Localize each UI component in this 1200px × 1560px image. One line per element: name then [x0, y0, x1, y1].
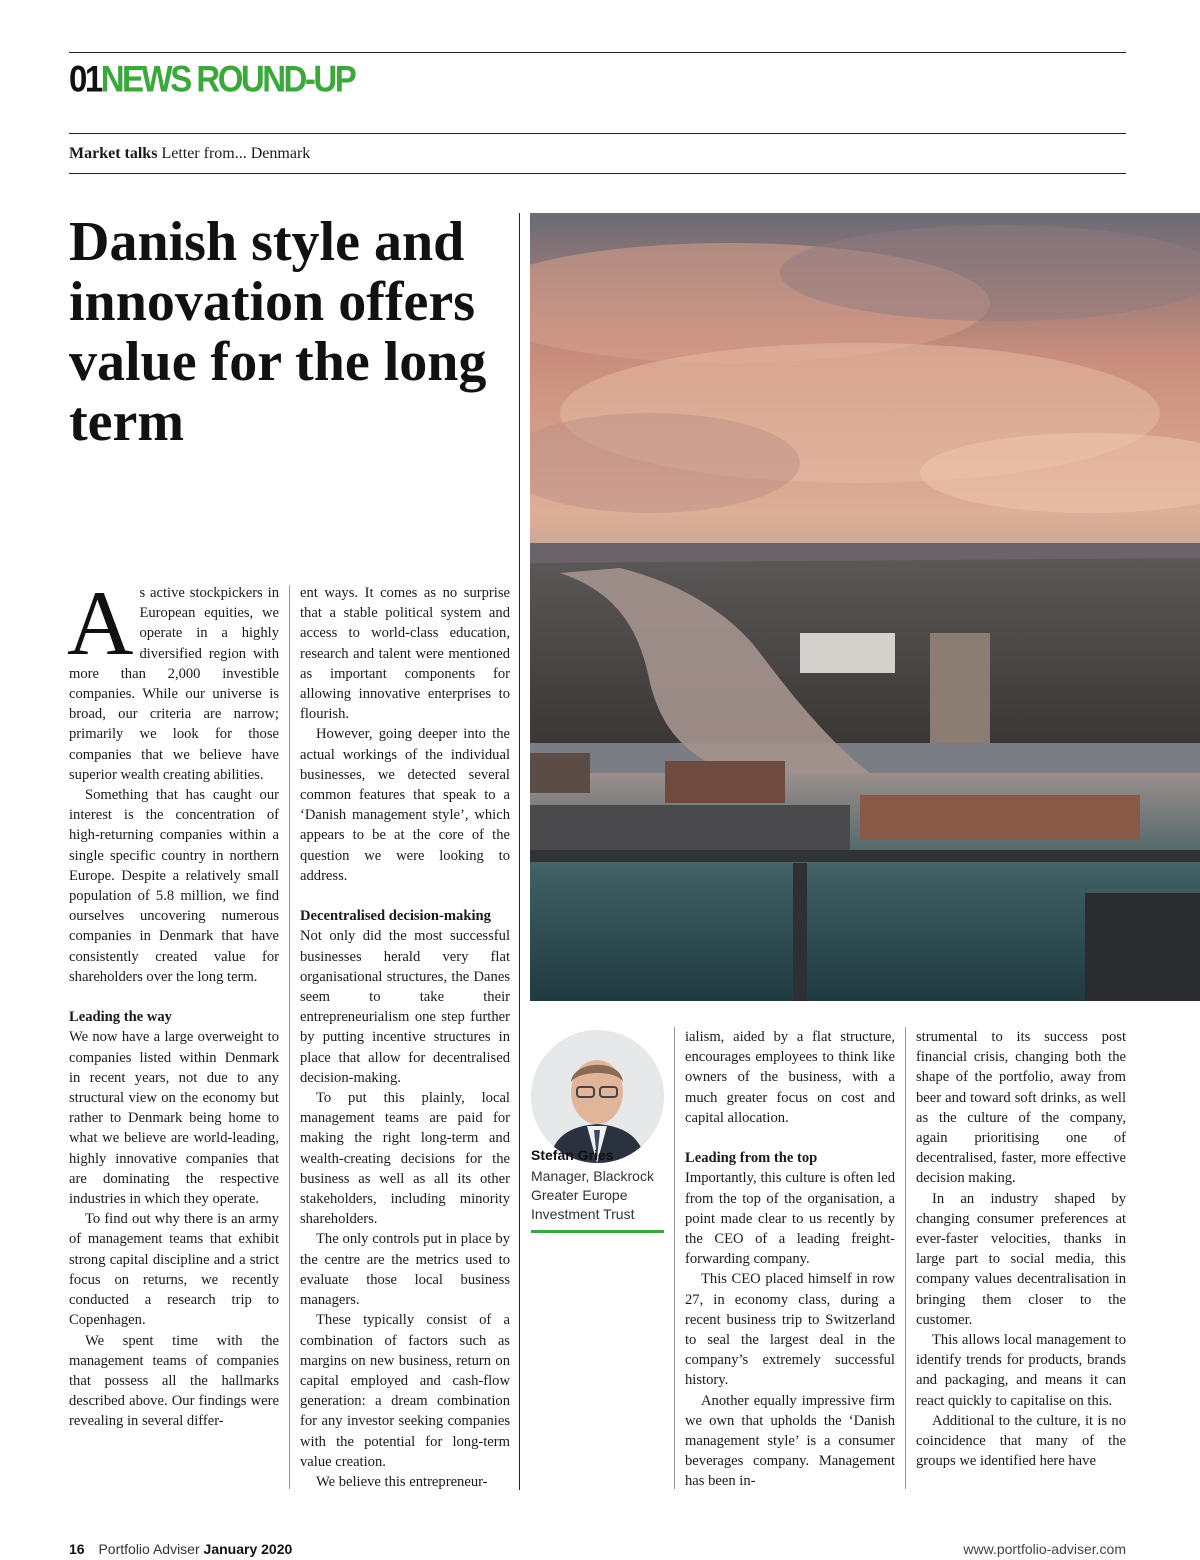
author-byline	[531, 1146, 671, 1233]
author-portrait	[531, 1030, 664, 1163]
paragraph: Not only did the most successful businesses herald very flat organisational structures, the Danes seem to take their entrepreneurialism one step further by putting incentive structures in place that allow for decentralised decision-making.	[300, 928, 510, 1086]
subheading: Leading from the top	[685, 1150, 818, 1167]
paragraph: In an industry shaped by changing consumer preferences at ever-faster velocities, thanks in large part to social media, this company values decentralisation in bringing them closer to the customer.	[916, 1190, 1126, 1328]
section-label: NEWS ROUND-UP	[100, 57, 355, 100]
paragraph: Another equally impressive firm we own that upholds the ‘Danish management style’ is a consumer beverages company. Management has been in-	[685, 1392, 895, 1490]
paragraph: However, going deeper into the actual workings of the individual businesses, we detected several common features that speak to a ‘Danish management style’, which appears to be at the core of the question we were looking to address.	[300, 726, 510, 884]
kicker	[69, 144, 310, 164]
paragraph: ent ways. It comes as no surprise that a stable political system and access to world-class education, research and talent were mentioned as important components for allowing innovative enterprises to flourish.	[300, 585, 510, 723]
top-rule	[69, 52, 1126, 53]
issue-date: January 2020	[203, 1541, 293, 1557]
column-rule	[905, 1027, 906, 1489]
byline-accent-rule	[531, 1230, 664, 1233]
kicker-category: Market talks	[69, 145, 158, 162]
subheading: Leading the way	[69, 1009, 172, 1026]
article-column-4	[916, 1027, 1126, 1471]
column-rule	[674, 1027, 675, 1489]
subheading: Decentralised decision-making	[300, 908, 491, 925]
kicker-title: Letter from... Denmark	[161, 145, 311, 162]
author-role: Manager, Blackrock Greater Europe Investment Trust	[531, 1168, 654, 1222]
paragraph: ialism, aided by a flat structure, encourages employees to think like owners of the business, with a much greater focus on cost and capital allocation.	[685, 1029, 895, 1126]
section-heading	[69, 57, 355, 100]
quay	[530, 850, 1200, 862]
paragraph: The only controls put in place by the centre are the metrics used to evaluate those local business managers.	[300, 1231, 510, 1309]
headline: Danish style and innovation offers value for the long term	[69, 211, 487, 453]
pier-sheds	[530, 805, 850, 850]
paragraph: Something that has caught our interest is the concentration of high-returning companies within a single specific country in northern Europe. Despite a relatively small population of 5.8 million, we find ourselves uncovering numerous companies in Denmark that have consistently created value for shareholders over the long term.	[69, 787, 279, 985]
column-rule	[289, 585, 290, 1489]
page-number: 16	[69, 1541, 85, 1557]
paragraph: To put this plainly, local management teams are paid for making the right long-term and wealth-creating decisions for the business as well as all its other stakeholders, including minority shareholders.	[300, 1090, 510, 1228]
paragraph: s active stockpickers in European equities, we operate in a highly diversified region with more than 2,000 investible companies. While our universe is broad, our criteria are narrow; primarily we look for those companies that we believe have superior wealth creating abilities.	[69, 585, 279, 783]
paragraph: This allows local management to identify trends for products, brands and packaging, and means it can react quickly to capitalise on this.	[916, 1332, 1126, 1409]
article-column-1	[67, 572, 279, 1432]
warehouse	[665, 761, 785, 803]
page-footer	[69, 1541, 1126, 1557]
paragraph: To find out why there is an army of management teams that exhibit strong capital discipline and a strict focus on returns, we recently conducted a research trip to Copenhagen.	[69, 1211, 279, 1329]
kicker-bottom-rule	[69, 173, 1126, 174]
tower-block	[930, 633, 990, 743]
article-column-3	[685, 1027, 895, 1492]
paragraph: We spent time with the management teams of companies that possess all the hallmarks described above. Our findings were revealing in several differ-	[69, 1332, 279, 1430]
section-number: 01	[69, 57, 101, 100]
paragraph: Importantly, this culture is often led from the top of the organisation, a point made clear to us recently by the CEO of a leading freight-forwarding company.	[685, 1170, 895, 1268]
paragraph: Additional to the culture, it is no coincidence that many of the groups we identified here have	[916, 1412, 1126, 1470]
warehouse	[530, 753, 590, 793]
paragraph: We believe this entrepreneur-	[316, 1473, 488, 1490]
warehouse	[860, 795, 1140, 840]
paragraph: strumental to its success post financial crisis, changing both the shape of the portfolio, away from beer and toward soft drinks, as well as the culture of the company, again prioritising one of decentralised, faster, more effective decision making.	[916, 1029, 1126, 1187]
website-url: www.portfolio-adviser.com	[963, 1541, 1126, 1557]
modern-building	[800, 633, 895, 673]
article-intro	[67, 572, 279, 785]
paragraph: These typically consist of a combination of factors such as margins on new business, return on capital employed and cash-flow generation: a dream combination for any investor seeking companies with the potential for long-term value creation.	[300, 1312, 510, 1470]
paragraph: This CEO placed himself in row 27, in economy class, during a recent business trip to Switzerland to seal the largest deal in the company’s extremely successful history.	[685, 1271, 895, 1389]
apartment-block	[1085, 893, 1200, 1001]
drop-cap: A	[67, 572, 134, 674]
publication-name: Portfolio Adviser	[98, 1541, 200, 1557]
author-name: Stefan Gries	[531, 1147, 614, 1163]
cloud	[780, 225, 1200, 321]
column-divider	[519, 213, 520, 1490]
article-column-2	[300, 583, 510, 1492]
kicker-top-rule	[69, 133, 1126, 134]
paragraph: We now have a large overweight to companies listed within Denmark in recent years, not due to any structural view on the economy but rather to Denmark being home to what we believe are world-leading, highly innovative companies that are dominating the respective industries in which they operate.	[69, 1029, 279, 1208]
aerial-harbour-city-photo	[530, 213, 1200, 1001]
